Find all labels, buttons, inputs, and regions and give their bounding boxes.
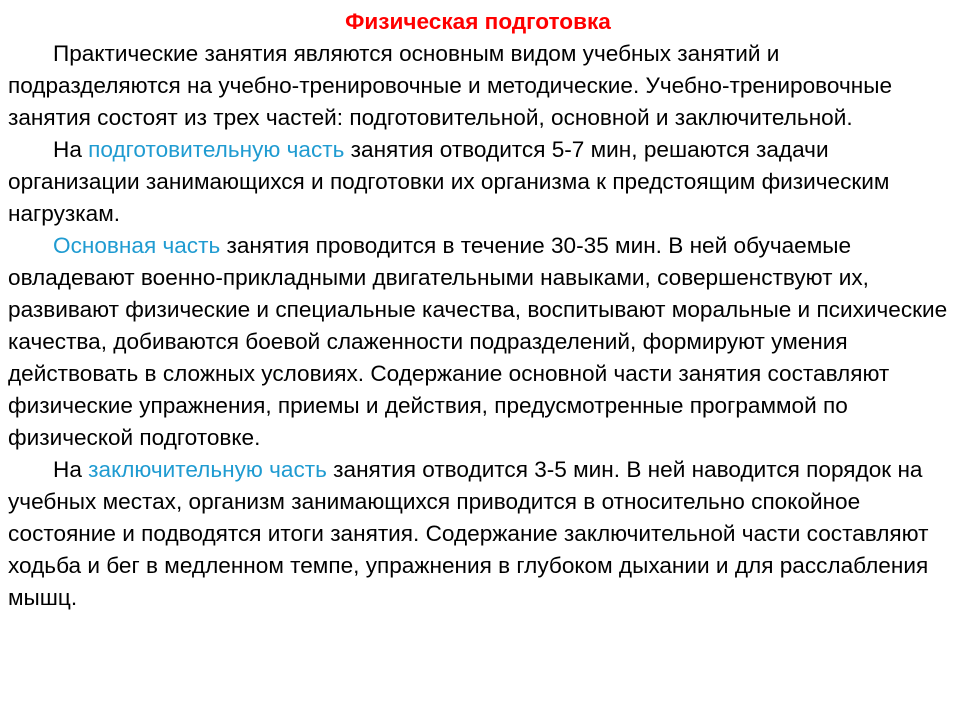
- paragraph-intro: [8, 38, 948, 134]
- paragraph-preparatory-text: занятия отводится 5-7 мин, решаются задачи организации занимающихся и подготовки их организма к предстоящим физическим нагрузкам.: [8, 137, 890, 226]
- page-title: Физическая подготовка: [345, 9, 611, 34]
- paragraph-main-part: [8, 230, 948, 454]
- paragraph-main-text: занятия проводится в течение 30-35 мин. В ней обучаемые овладевают военно-прикладными двигательными навыками, совершенствуют их, развивают физические и специальные качества, воспитывают моральные и психические качества, добиваются боевой слаженности подразделений, формируют умения действовать в сложных условиях. Содержание основной части занятия составляют физические упражнения, приемы и действия, предусмотренные программой по физической подготовке.: [8, 233, 948, 450]
- highlight-main-part: Основная часть: [53, 233, 221, 258]
- highlight-preparatory-part: подготовительную часть: [88, 137, 345, 162]
- paragraph-preparatory-lead: На: [53, 137, 89, 162]
- paragraph-final-part: [8, 454, 948, 614]
- paragraph-final-text: занятия отводится 3-5 мин. В ней наводится порядок на учебных местах, организм занимающихся приводится в относительно спокойное состояние и подводятся итоги занятия. Содержание заключительной части составляют ходьба и бег в медленном темпе, упражнения в глубоком дыхании и для расслабления мышц.: [8, 457, 929, 610]
- paragraph-preparatory-part: [8, 134, 948, 230]
- paragraph-intro-text: Практические занятия являются основным видом учебных занятий и подразделяются на учебно-тренировочные и методические. Учебно-тренировочные занятия состоят из трех частей: подготовительной, основной и заключительной.: [8, 41, 893, 130]
- paragraph-final-lead: На: [53, 457, 89, 482]
- highlight-final-part: заключительную часть: [88, 457, 327, 482]
- slide-content: [8, 6, 948, 614]
